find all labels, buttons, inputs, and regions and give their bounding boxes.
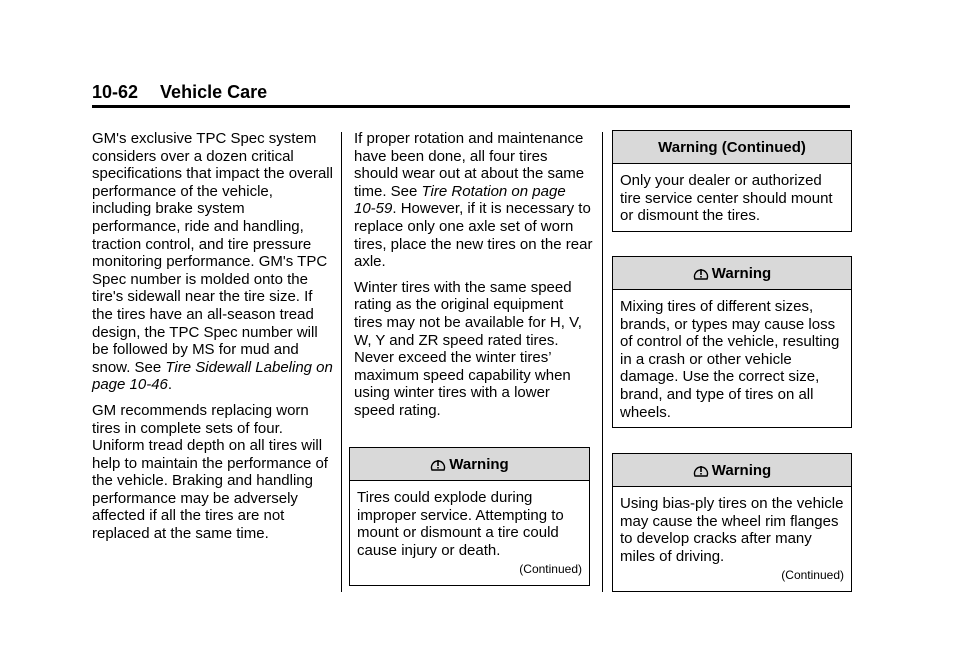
continued-label: (Continued) — [781, 568, 844, 583]
paragraph-text: GM's exclusive TPC Spec system considers over a dozen critical specifications that impact the overall performance of the vehicle, including brake system performance, ride and handling, traction control, and tire pressure monitoring performance. GM's TPC Spec number is molded onto the tire's sidewall near the tire size. If the tires have an all-season tread design, the TPC Spec number will be followed by MS for mud and snow. See — [92, 130, 333, 376]
warning-title: Warning — [449, 455, 509, 473]
warning-text: Tires could explode during improper service. Attempting to mount or dismount a tire could cause injury or death. — [357, 489, 564, 559]
warning-text: Mixing tires of different sizes, brands, or types may cause loss of control of the vehicle, resulting in a crash or other vehicle damage. Use the correct size, brand, and type of tires on all wheels. — [620, 298, 840, 421]
warning-text: Only your dealer or authorized tire service center should mount or dismount the tires. — [620, 172, 833, 225]
column-divider-1 — [341, 132, 342, 592]
header-rule — [92, 105, 850, 108]
warning-header — [350, 448, 589, 481]
paragraph-end: . However, if it is necessary to replace only one axle set of worn tires, place the new tires on the rear axle. — [354, 200, 593, 271]
warning-box-mixing — [612, 256, 852, 428]
warning-icon — [430, 456, 446, 472]
warning-header — [613, 454, 851, 487]
page-header — [92, 82, 267, 103]
column-divider-2 — [602, 132, 603, 592]
paragraph-winter-tires: Winter tires with the same speed rating as the original equipment tires may not be available for H, V, W, Y and ZR speed rated tires. Never exceed the winter tires’ maximum speed capability when using winter tires with a lower speed rating. — [354, 278, 582, 419]
warning-box-continued — [612, 130, 852, 232]
paragraph-replace-sets: GM recommends replacing worn tires in complete sets of four. Uniform tread depth on all tires will help to maintain the performance of the vehicle. Braking and handling performance may be adversely affected if all the tires are not replaced at the same time. — [92, 401, 328, 543]
warning-title: Warning — [711, 264, 772, 282]
column-1 — [92, 130, 334, 551]
warning-body — [350, 481, 589, 585]
warning-title: Warning — [711, 461, 772, 479]
warning-text: Using bias-ply tires on the vehicle may cause the wheel rim flanges to develop cracks after many miles of driving. — [620, 495, 844, 565]
warning-body — [613, 164, 851, 231]
warning-header — [613, 131, 851, 164]
warning-header — [613, 257, 851, 290]
warning-icon — [693, 462, 709, 478]
column-2 — [354, 130, 594, 428]
continued-label: (Continued) — [519, 562, 582, 577]
paragraph-rotation — [354, 130, 594, 271]
link-tire-sidewall[interactable]: Tire Sidewall Labeling on page 10‑46 — [92, 358, 333, 394]
paragraph-end: . — [167, 376, 173, 394]
warning-box-bias-ply — [612, 453, 852, 592]
warning-icon — [693, 265, 709, 281]
warning-body — [613, 487, 851, 591]
paragraph-text: If proper rotation and maintenance have been done, all four tires should wear out at about the same time. See — [354, 130, 585, 200]
warning-body — [613, 290, 851, 427]
page-number: 10-62 — [92, 82, 139, 102]
link-tire-rotation[interactable]: Tire Rotation on page 10‑59 — [354, 182, 566, 218]
warning-title: Warning (Continued) — [658, 138, 806, 156]
warning-box-explode — [349, 447, 590, 586]
section-title: Vehicle Care — [160, 82, 268, 102]
paragraph-tpc-spec — [92, 130, 334, 394]
